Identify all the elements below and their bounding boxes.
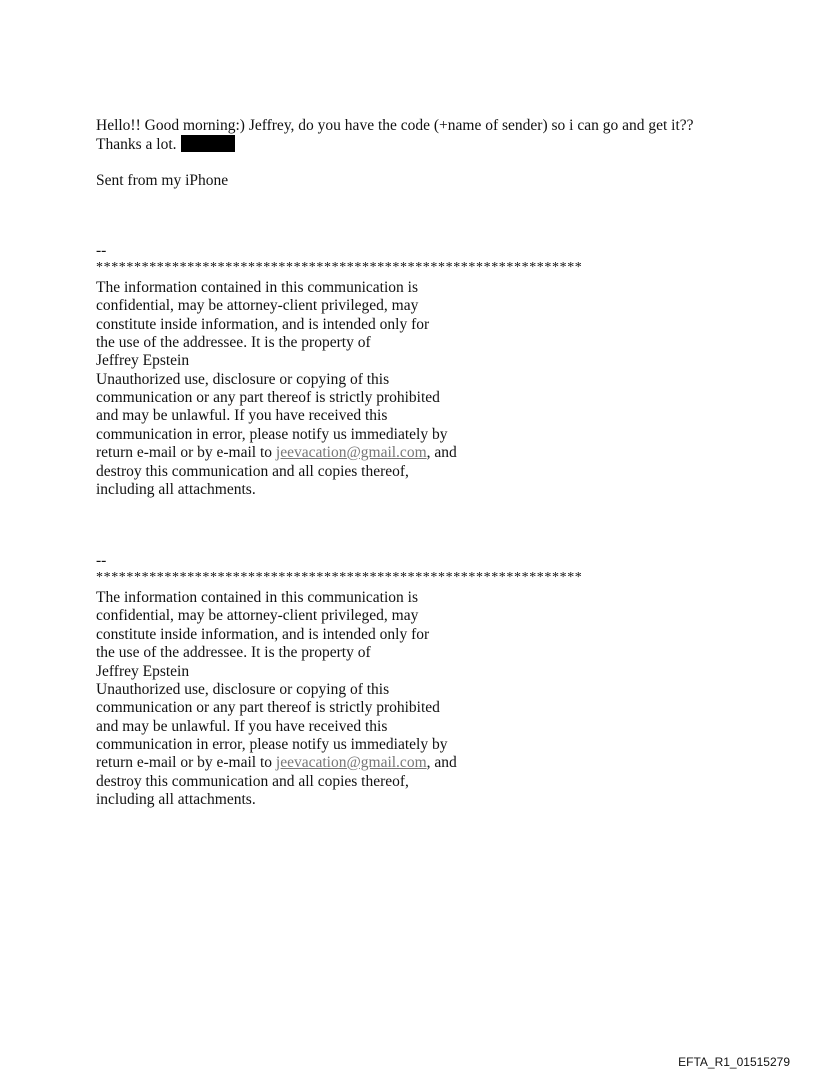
- disclaimer-1-line: constitute inside information, and is intended only for: [96, 316, 430, 333]
- disclaimer-1-email-suffix: , and: [426, 444, 457, 461]
- disclaimer-2-line: and may be unlawful. If you have received this: [96, 718, 388, 735]
- disclaimer-1-stars: ****************************************************************: [96, 260, 583, 275]
- disclaimer-2-line: constitute inside information, and is intended only for: [96, 626, 430, 643]
- message-line-1: Hello!! Good morning:) Jeffrey, do you have the code (+name of sender) so i can go and get it??: [96, 117, 694, 134]
- disclaimer-2-email-line: [96, 754, 457, 772]
- disclaimer-1-line: and may be unlawful. If you have received this: [96, 407, 388, 424]
- disclaimer-2-dash: --: [96, 552, 107, 569]
- disclaimer-1-line: including all attachments.: [96, 481, 256, 498]
- disclaimer-2-line: Jeffrey Epstein: [96, 663, 190, 680]
- disclaimer-1-dash: --: [96, 242, 107, 259]
- disclaimer-1-line: The information contained in this communication is: [96, 279, 418, 296]
- disclaimer-1-line: Unauthorized use, disclosure or copying of this: [96, 371, 390, 388]
- disclaimer-1-line: confidential, may be attorney-client privileged, may: [96, 297, 419, 314]
- message-line-2: [96, 135, 235, 154]
- disclaimer-2-line: The information contained in this communication is: [96, 589, 418, 606]
- disclaimer-2-stars: ****************************************************************: [96, 570, 583, 585]
- disclaimer-2-line: communication or any part thereof is strictly prohibited: [96, 699, 440, 716]
- disclaimer-1-email-line: [96, 444, 457, 462]
- disclaimer-2-line: the use of the addressee. It is the property of: [96, 644, 371, 661]
- document-id: EFTA_R1_01515279: [678, 1055, 790, 1069]
- message-thanks: Thanks a lot.: [96, 136, 177, 153]
- disclaimer-1-line: Jeffrey Epstein: [96, 352, 190, 369]
- disclaimer-1-line: the use of the addressee. It is the property of: [96, 334, 371, 351]
- disclaimer-1-line: communication or any part thereof is strictly prohibited: [96, 389, 440, 406]
- redaction-box: [181, 135, 235, 152]
- disclaimer-2-line: destroy this communication and all copies thereof,: [96, 773, 409, 790]
- disclaimer-2-email-link[interactable]: jeevacation@gmail.com: [275, 754, 427, 771]
- message-signature: Sent from my iPhone: [96, 172, 229, 189]
- disclaimer-2-email-prefix: return e-mail or by e-mail to: [96, 754, 276, 771]
- disclaimer-2-line: communication in error, please notify us immediately by: [96, 736, 448, 753]
- disclaimer-2-line: including all attachments.: [96, 791, 256, 808]
- disclaimer-1-line: destroy this communication and all copies thereof,: [96, 463, 409, 480]
- disclaimer-2-email-suffix: , and: [426, 754, 457, 771]
- disclaimer-2-line: Unauthorized use, disclosure or copying of this: [96, 681, 390, 698]
- disclaimer-1-line: communication in error, please notify us immediately by: [96, 426, 448, 443]
- disclaimer-2-line: confidential, may be attorney-client privileged, may: [96, 607, 419, 624]
- disclaimer-1-email-prefix: return e-mail or by e-mail to: [96, 444, 276, 461]
- disclaimer-1-email-link[interactable]: jeevacation@gmail.com: [275, 444, 427, 461]
